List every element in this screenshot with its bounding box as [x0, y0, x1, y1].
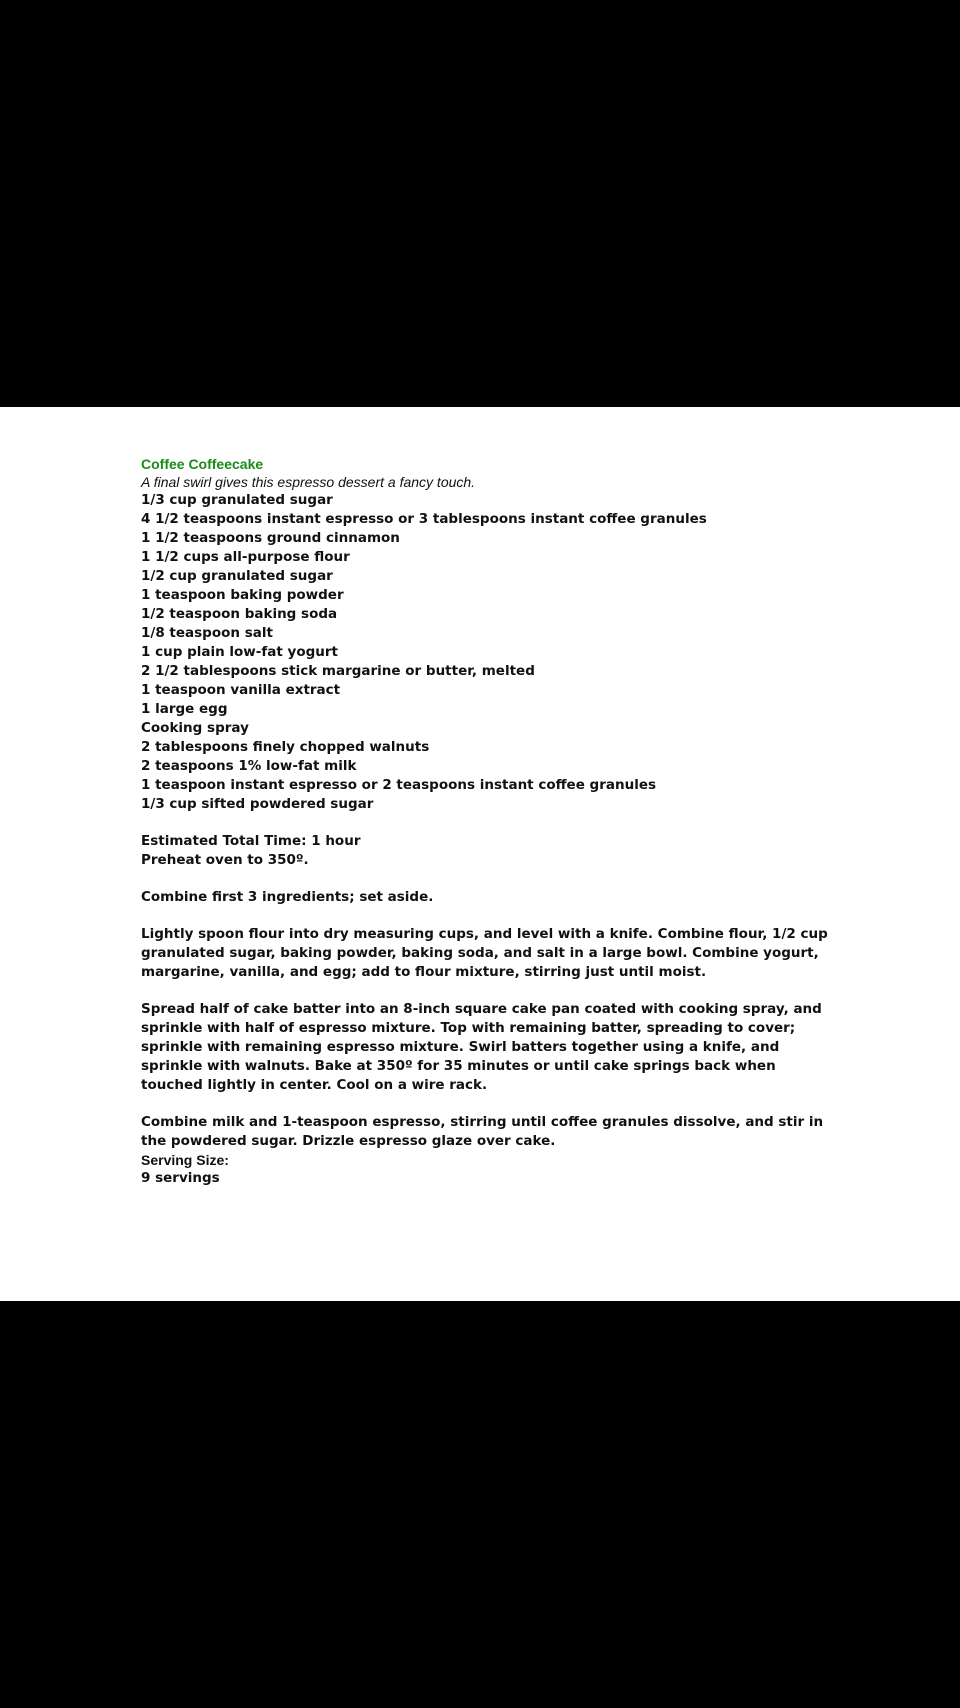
spacer	[141, 870, 831, 888]
ingredient-item: 1 teaspoon vanilla extract	[141, 682, 341, 698]
ingredient-item: 1 large egg	[141, 701, 228, 717]
spacer	[141, 982, 831, 1000]
ingredient-item: 1/8 teaspoon salt	[141, 625, 273, 641]
step-2: Lightly spoon flour into dry measuring cups, and level with a knife. Combine flour, 1/2 cup granulated sugar, baking powder, baking soda, and salt in a large bowl. Combine yogurt, margarine, vanilla, and egg; add to flour mixture, stirring just until moist.	[141, 926, 828, 980]
spacer	[141, 907, 831, 925]
recipe-document	[141, 455, 831, 1188]
ingredient-item: 4 1/2 teaspoons instant espresso or 3 tablespoons instant coffee granules	[141, 511, 707, 527]
top-letterbox	[0, 0, 960, 407]
ingredient-item: 2 teaspoons 1% low-fat milk	[141, 758, 357, 774]
ingredient-item: 1/3 cup granulated sugar	[141, 492, 333, 508]
ingredient-item: 1/2 cup granulated sugar	[141, 568, 333, 584]
step-3: Spread half of cake batter into an 8-inch square cake pan coated with cooking spray, and sprinkle with half of espresso mixture. Top with remaining batter, spreading to cover; sprinkle with remaining espresso mixture. Swirl batters together using a knife, and sprinkle with walnuts. Bake at 350º for 35 minutes or until cake springs back when touched lightly in center. Cool on a wire rack.	[141, 1001, 822, 1093]
step-4: Combine milk and 1-teaspoon espresso, stirring until coffee granules dissolve, and stir in the powdered sugar. Drizzle espresso glaze over cake.	[141, 1114, 824, 1149]
total-time: Estimated Total Time: 1 hour	[141, 833, 361, 849]
ingredient-item: 1 1/2 teaspoons ground cinnamon	[141, 530, 400, 546]
ingredient-item: 1 cup plain low-fat yogurt	[141, 644, 338, 660]
recipe-page	[0, 407, 960, 1301]
recipe-title: Coffee Coffeecake	[141, 456, 264, 472]
recipe-subtitle: A final swirl gives this espresso dessert a fancy touch.	[141, 474, 476, 490]
ingredient-item: 1 teaspoon instant espresso or 2 teaspoons instant coffee granules	[141, 777, 657, 793]
serving-size-value: 9 servings	[141, 1170, 220, 1186]
spacer	[141, 814, 831, 832]
ingredient-item: 1 teaspoon baking powder	[141, 587, 344, 603]
ingredient-item: Cooking spray	[141, 720, 249, 736]
ingredient-item: 2 tablespoons finely chopped walnuts	[141, 739, 430, 755]
preheat-instruction: Preheat oven to 350º.	[141, 852, 309, 868]
ingredient-list	[141, 491, 831, 814]
ingredient-item: 1/3 cup sifted powdered sugar	[141, 796, 374, 812]
ingredient-item: 1 1/2 cups all-purpose flour	[141, 549, 350, 565]
ingredient-item: 1/2 teaspoon baking soda	[141, 606, 338, 622]
spacer	[141, 1095, 831, 1113]
serving-size-label: Serving Size:	[141, 1152, 229, 1168]
step-1: Combine first 3 ingredients; set aside.	[141, 889, 434, 905]
bottom-letterbox	[0, 1301, 960, 1708]
ingredient-item: 2 1/2 tablespoons stick margarine or butter, melted	[141, 663, 535, 679]
